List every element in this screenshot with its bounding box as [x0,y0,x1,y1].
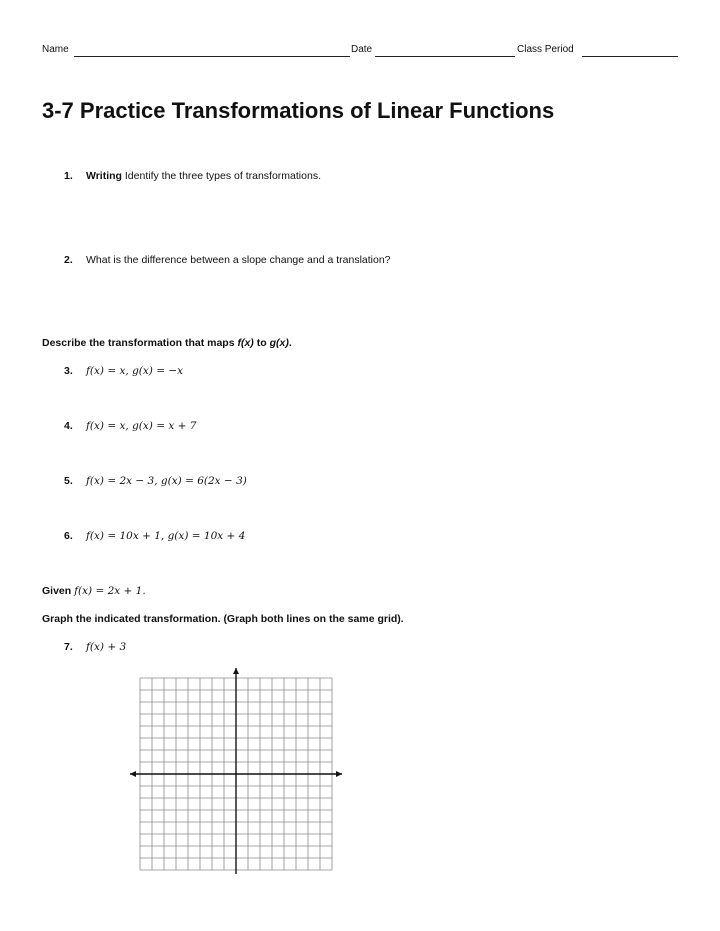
problem-expression: f(x) = 2x − 3, g(x) = 6(2x − 3) [86,475,247,487]
problem-expression: f(x) = x, g(x) = x + 7 [86,420,197,432]
question-lead: Writing [86,170,122,182]
coordinate-grid[interactable] [126,664,350,874]
graph-instruction: Graph the indicated transformation. (Graph both lines on the same grid). [42,613,404,625]
to-word: to [253,337,270,349]
problem-number: 3. [64,365,73,377]
date-field[interactable] [375,56,515,57]
axes [130,668,342,874]
describe-heading-text: Describe the transformation that maps [42,337,238,349]
problem-4 [64,420,196,432]
given-expression: f(x) = 2x + 1. [74,585,146,597]
given-label: Given [42,585,75,597]
problem-expression: f(x) = x, g(x) = −x [86,365,184,377]
x-axis-right-arrow [336,771,342,777]
problem-number: 7. [64,641,73,653]
question-number: 2. [64,254,73,266]
page-title: 3-7 Practice Transformations of Linear Functions [42,98,555,123]
question-number: 1. [64,170,73,182]
problem-3 [64,365,183,377]
problem-expression: f(x) + 3 [86,641,127,653]
date-label: Date [351,44,373,55]
question-text: Identify the three types of transformations. [121,170,321,182]
describe-heading [42,337,292,349]
problem-expression: f(x) = 10x + 1, g(x) = 10x + 4 [86,530,246,542]
problem-6 [64,530,245,542]
fx-label: f(x) [237,337,254,349]
heading-period: . [288,337,292,349]
y-axis-up-arrow [233,668,239,674]
question-1 [64,170,321,182]
class-period-field[interactable] [582,56,678,57]
given-line [42,585,146,597]
problem-5 [64,475,247,487]
question-2 [64,254,391,266]
gx-label: g(x) [269,337,289,349]
problem-number: 4. [64,420,73,432]
problem-number: 5. [64,475,73,487]
class-period-label: Class Period [517,44,574,55]
x-axis-left-arrow [130,771,136,777]
name-field[interactable] [74,56,350,57]
problem-number: 6. [64,530,73,542]
question-text: What is the difference between a slope change and a translation? [86,254,391,266]
problem-7 [64,641,126,653]
name-label: Name [42,44,69,55]
